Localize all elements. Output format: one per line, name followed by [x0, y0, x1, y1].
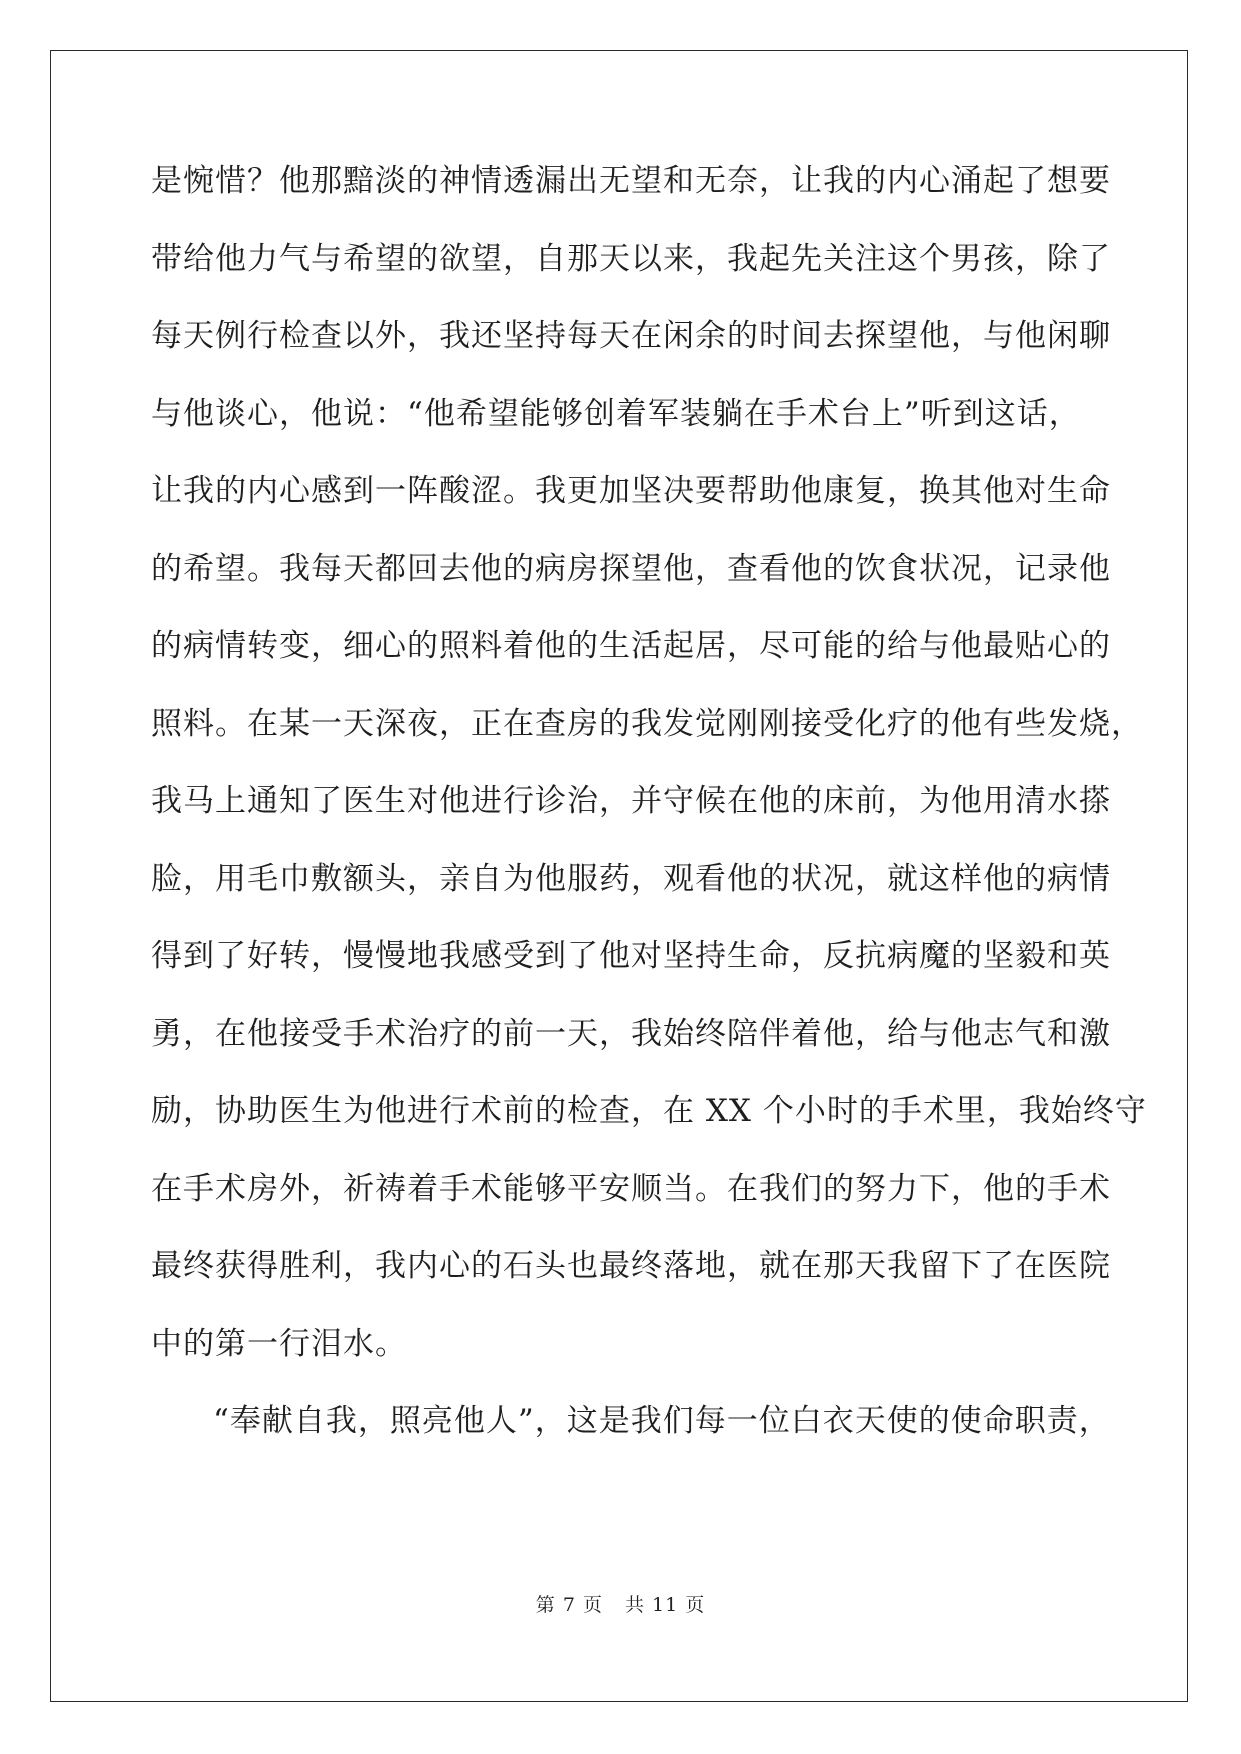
text-line: 是惋惜？他那黯淡的神情透漏出无望和无奈，让我的内心涌起了想要 — [151, 163, 1111, 199]
text-line: 照料。在某一天深夜，正在查房的我发觉刚刚接受化疗的他有些发烧， — [151, 705, 1143, 742]
page-number-current: 第 7 页 — [535, 1594, 603, 1616]
text-line: 带给他力气与希望的欲望，自那天以来，我起先关注这个男孩，除了 — [151, 240, 1111, 277]
text-line: 我马上通知了医生对他进行诊治，并守候在他的床前，为他用清水搽 — [151, 783, 1111, 819]
text-line: 让我的内心感到一阵酸涩。我更加坚决要帮助他康复，换其他对生命 — [151, 473, 1111, 509]
text-line: 的病情转变，细心的照料着他的生活起居，尽可能的给与他最贴心的 — [151, 628, 1111, 664]
text-line: 励，协助医生为他进行术前的检查，在 XX 个小时的手术里，我始终守 — [151, 1093, 1147, 1129]
page-footer — [0, 1590, 1241, 1617]
paragraph-start-line: “奉献自我，照亮他人”，这是我们每一位白衣天使的使命职责， — [213, 1403, 1111, 1439]
text-line: 与他谈心，他说：“他希望能够创着军装躺在手术台上”听到这话， — [151, 395, 1081, 432]
text-line: 的希望。我每天都回去他的病房探望他，查看他的饮食状况，记录他 — [151, 550, 1111, 587]
text-line: 脸，用毛巾敷额头，亲自为他服药，观看他的状况，就这样他的病情 — [151, 860, 1111, 897]
text-line: 最终获得胜利，我内心的石头也最终落地，就在那天我留下了在医院 — [151, 1248, 1111, 1284]
text-line: 每天例行检查以外，我还坚持每天在闲余的时间去探望他，与他闲聊 — [151, 318, 1111, 354]
document-body — [151, 160, 1147, 1478]
page-number-total: 共 11 页 — [624, 1594, 706, 1616]
text-line: 得到了好转，慢慢地我感受到了他对坚持生命，反抗病魔的坚毅和英 — [151, 938, 1111, 974]
text-line: 中的第一行泪水。 — [151, 1325, 407, 1362]
text-line: 在手术房外，祈祷着手术能够平安顺当。在我们的努力下，他的手术 — [151, 1170, 1111, 1207]
text-line: 勇，在他接受手术治疗的前一天，我始终陪伴着他，给与他志气和激 — [151, 1015, 1111, 1052]
